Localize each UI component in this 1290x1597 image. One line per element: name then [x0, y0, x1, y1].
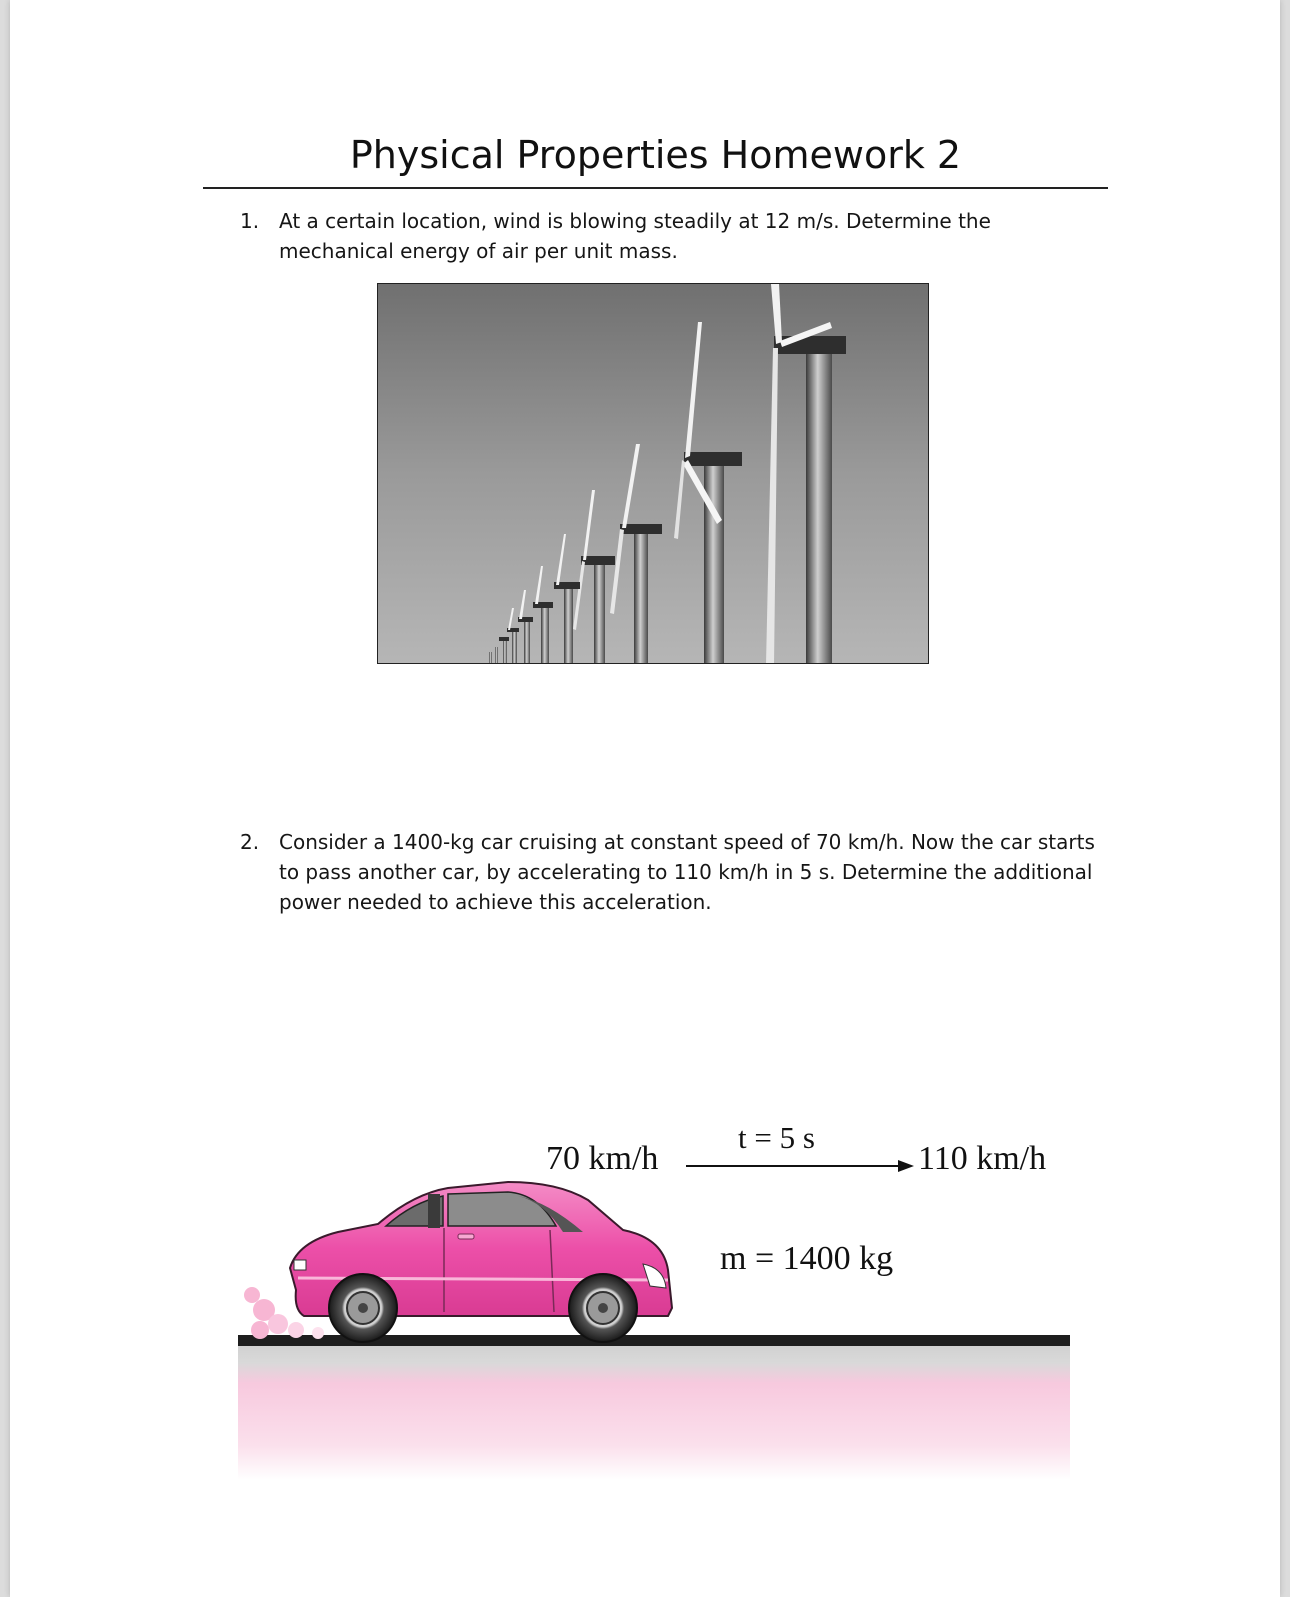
- mass-label: m = 1400 kg: [720, 1240, 894, 1277]
- wind-turbines-photo: [377, 283, 929, 664]
- page-title: Physical Properties Homework 2: [349, 133, 962, 177]
- initial-speed-label: 70 km/h: [546, 1140, 659, 1177]
- title-divider: [203, 187, 1108, 189]
- document-page: [10, 0, 1280, 1597]
- question-2: [240, 827, 1110, 917]
- question-text: At a certain location, wind is blowing steadily at 12 m/s. Determine the mechanical energy of air per unit mass.: [279, 209, 991, 263]
- arrow-head: [898, 1160, 914, 1172]
- question-text: Consider a 1400-kg car cruising at constant speed of 70 km/h. Now the car starts to pass another car, by accelerating to 110 km/h in 5 s. Determine the additional power needed to achieve this acceleration.: [279, 830, 1095, 914]
- question-number: 1.: [240, 209, 260, 233]
- question-1: [240, 206, 1110, 266]
- question-number: 2.: [240, 830, 260, 854]
- car-acceleration-figure: [238, 1120, 1070, 1480]
- time-label: t = 5 s: [738, 1120, 815, 1155]
- final-speed-label: 110 km/h: [918, 1140, 1047, 1177]
- ground-shadow: [238, 1342, 1070, 1480]
